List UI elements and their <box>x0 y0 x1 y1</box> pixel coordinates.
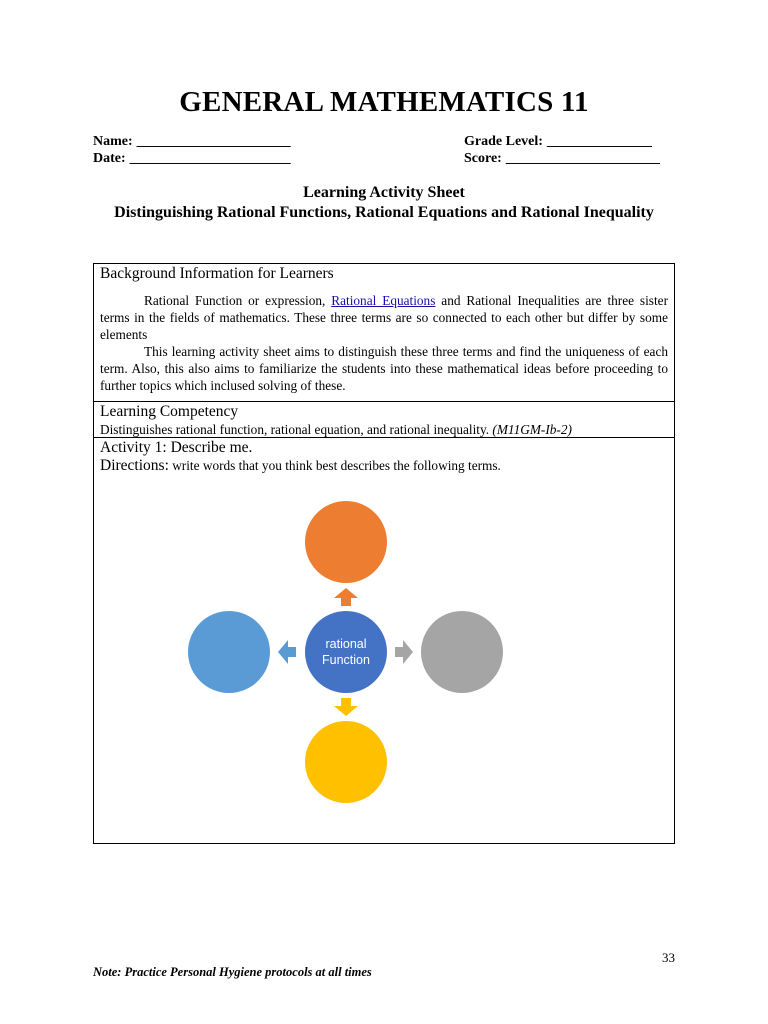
background-paragraph-2: This learning activity sheet aims to distinguish these three terms and find the uniqueness of each term. Also, this also aims to familiarize the students into these mathematical ideas before proceeding to further topics which inclused solving of these. <box>100 344 668 393</box>
directions-text: write words that you think best describes the following terms. <box>168 458 501 473</box>
center-label-line1: rational <box>325 637 367 651</box>
date-label: Date: <box>93 151 126 166</box>
competency-title: Learning Competency <box>100 403 239 420</box>
page-title: GENERAL MATHEMATICS 11 <box>179 86 589 118</box>
arrow-up-icon <box>334 588 358 606</box>
directions-label: Directions: <box>100 457 169 474</box>
center-label-line2: Function <box>322 653 370 667</box>
sheet-heading-line2: Distinguishing Rational Functions, Rational Equations and Rational Inequality <box>114 204 654 221</box>
competency-code: (M11GM-Ib-2) <box>492 422 572 437</box>
background-p1-after: and Rational Inequalities are three sister terms in the fields of mathematics. These three terms are so connected to each other but differ by some elements <box>100 293 668 342</box>
sheet-heading-line1: Learning Activity Sheet <box>303 184 465 201</box>
date-blank: _______________________ <box>129 151 291 166</box>
top-circle <box>305 501 387 583</box>
background-p1-before: Rational Function or expression, <box>144 293 332 308</box>
arrow-left-icon <box>278 640 296 664</box>
left-circle <box>188 611 270 693</box>
center-circle <box>305 611 387 693</box>
arrow-down-icon <box>334 698 358 716</box>
arrow-right-icon <box>395 640 413 664</box>
rational-equations-link[interactable]: Rational Equations <box>331 293 436 308</box>
grade-level-label: Grade Level: <box>464 134 543 149</box>
score-label: Score: <box>464 151 502 166</box>
activity-title: Activity 1: Describe me. <box>100 439 253 456</box>
competency-text: Distinguishes rational function, rational equation, and rational inequality. <box>100 422 493 437</box>
name-label: Name: <box>93 134 133 149</box>
score-blank: ______________________ <box>505 151 660 166</box>
bottom-circle <box>305 721 387 803</box>
name-blank: ______________________ <box>136 134 291 149</box>
page-number: 33 <box>662 950 675 965</box>
right-circle <box>421 611 503 693</box>
background-title: Background Information for Learners <box>100 265 334 282</box>
footer-note: Note: Practice Personal Hygiene protocols at all times <box>93 965 372 979</box>
grade-level-blank: _______________ <box>546 134 652 149</box>
